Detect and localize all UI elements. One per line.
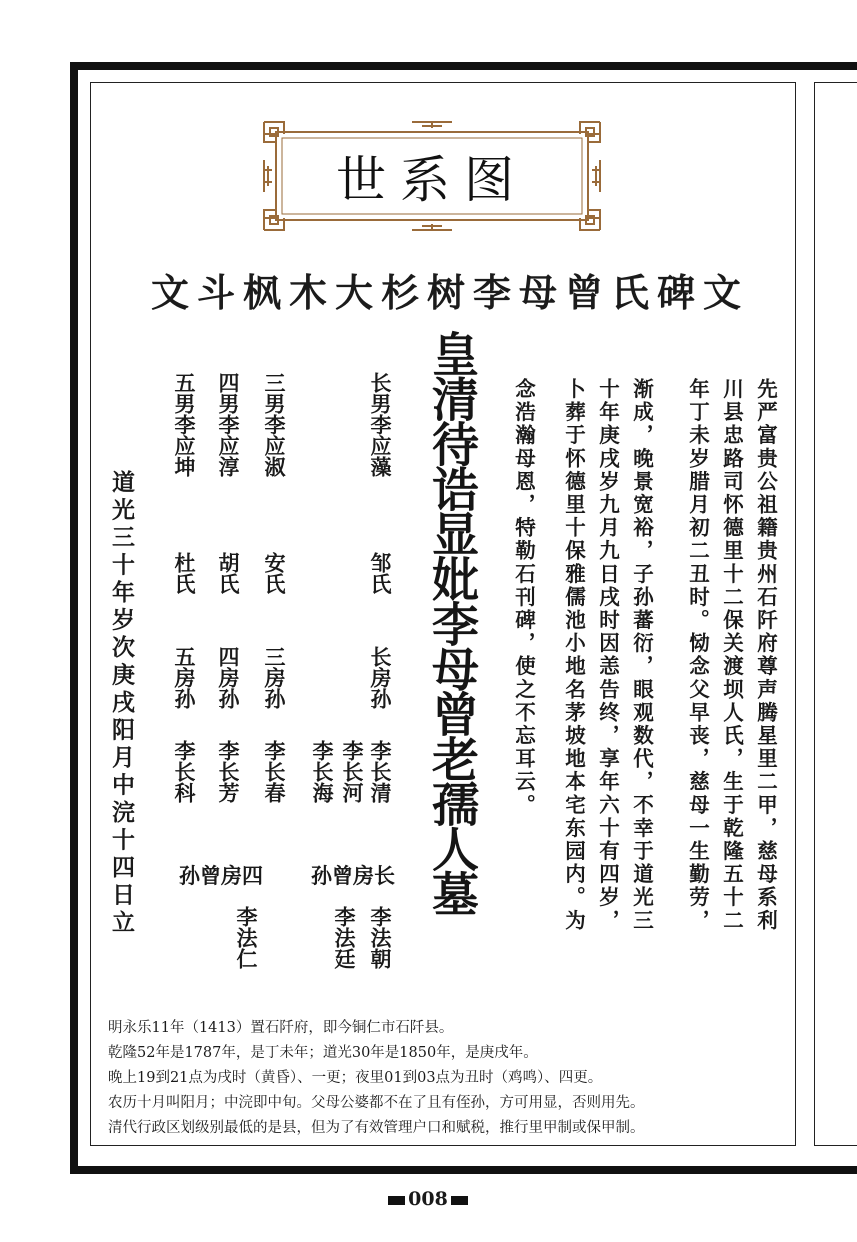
eldest-great-grandson-1: 李法朝 [368, 906, 393, 969]
eldest-great-grandson-label: 长房曾孙 [311, 863, 395, 888]
footnote-3: 晚上19到21点为戌时（黄昏）、一更；夜里01到03点为丑时（鸡鸣）、四更。 [108, 1070, 603, 1086]
adjacent-page-edge [814, 82, 857, 1146]
page-number-right-block [451, 1196, 468, 1205]
fifth-house: 五房孙 [172, 646, 197, 709]
eldest-grandson-3: 李长海 [310, 740, 335, 803]
subtitle: 文斗枫木大杉树李母曾氏碑文 [150, 270, 749, 315]
third-son: 三男李应淑 [262, 372, 287, 477]
third-house: 三房孙 [262, 646, 287, 709]
fifth-grandson: 李长科 [172, 740, 197, 803]
epitaph-column-1: 先严富贵公祖籍贵州石阡府尊声腾星里二甲，慈母系利 [753, 378, 778, 933]
footnote-4: 农历十月叫阳月；中浣即中旬。父母公婆都不在了且有侄孙，方可用显，否则用先。 [108, 1095, 645, 1111]
third-wife: 安氏 [262, 552, 287, 594]
fourth-house: 四房孙 [216, 646, 241, 709]
footnote-5: 清代行政区划级别最低的是县，但为了有效管理户口和赋税，推行里甲制或保甲制。 [108, 1120, 645, 1136]
page-number-text: 008 [408, 1188, 448, 1210]
eldest-house: 长房孙 [368, 646, 393, 709]
fifth-son: 五男李应坤 [172, 372, 197, 477]
fifth-wife: 杜氏 [172, 552, 197, 594]
page-number [372, 1188, 484, 1210]
fourth-grandson: 李长芳 [216, 740, 241, 803]
fourth-wife: 胡氏 [216, 552, 241, 594]
footnote-1: 明永乐11年（1413）置石阡府，即今铜仁市石阡县。 [108, 1020, 454, 1036]
eldest-grandson-1: 李长清 [368, 740, 393, 803]
footnote-2: 乾隆52年是1787年，是丁未年；道光30年是1850年，是庚戌年。 [108, 1045, 538, 1061]
epitaph-column-3: 年丁未岁腊月初二丑时。恸念父早丧，慈母一生勤劳， [685, 378, 710, 933]
page-title: 世系图 [336, 151, 528, 209]
erection-date: 道光三十年岁次庚戌阳月中浣十四日立 [108, 470, 135, 938]
fourth-son: 四男李应淳 [216, 372, 241, 477]
fourth-great-grandson-label: 四房曾孙 [179, 863, 263, 888]
eldest-great-grandson-2: 李法廷 [332, 906, 357, 969]
epitaph-column-7: 念浩瀚母恩，特勒石刊碑，使之不忘耳云。 [511, 378, 536, 817]
epitaph-column-6: 卜葬于怀德里十保雅儒池小地名茅坡地本宅东园内。为 [561, 378, 586, 933]
title-frame [262, 120, 602, 232]
third-grandson: 李长春 [262, 740, 287, 803]
epitaph-column-2: 川县忠路司怀德里十二保关渡坝人氏，生于乾隆五十二 [719, 378, 744, 933]
eldest-grandson-2: 李长河 [340, 740, 365, 803]
page-number-left-block [388, 1196, 405, 1205]
epitaph-column-4: 渐成，晚景宽裕，子孙蕃衍，眼观数代，不幸于道光三 [629, 378, 654, 933]
fourth-great-grandson-1: 李法仁 [234, 906, 259, 969]
eldest-wife: 邹氏 [368, 552, 393, 594]
tomb-title: 皇清待诰显妣李母曾老孺人墓 [424, 330, 479, 915]
eldest-son: 长男李应藻 [368, 372, 393, 477]
epitaph-column-5: 十年庚戌岁九月九日戌时因恙告终，享年六十有四岁， [595, 378, 620, 933]
